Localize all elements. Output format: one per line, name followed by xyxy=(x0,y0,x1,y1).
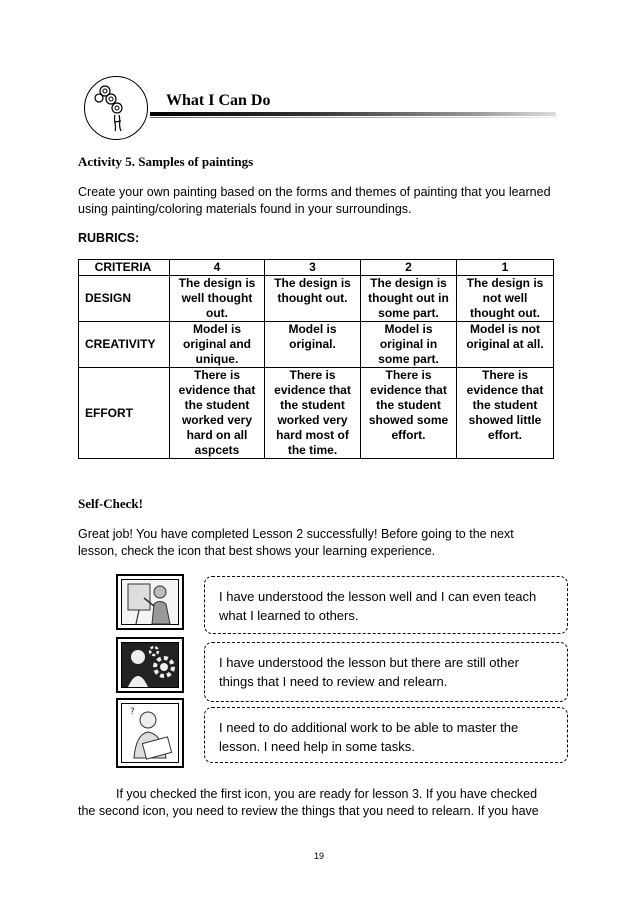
instruction-line: Create your own painting based on the forms and themes of painting that you learned xyxy=(78,185,551,199)
table-row xyxy=(79,276,554,322)
cell-line: out. xyxy=(206,306,228,320)
cell-line: the student xyxy=(376,398,441,412)
intro-line: lesson, check the icon that best shows your learning experience. xyxy=(78,544,436,558)
cell-line: showed little xyxy=(468,413,542,427)
option-bubble xyxy=(204,707,568,763)
cell-line: showed some xyxy=(368,413,449,427)
closing-line: the second icon, you need to review the things that you need to relearn. If you have xyxy=(78,804,539,818)
cell-line: evidence that xyxy=(274,383,351,397)
cell-line: There is xyxy=(385,368,432,382)
cell-line: some part. xyxy=(378,306,439,320)
cell-line: There is xyxy=(289,368,336,382)
cell-line: the time. xyxy=(287,443,338,457)
cell-line: Model is xyxy=(288,322,337,336)
confused-student-icon[interactable] xyxy=(116,698,184,768)
header-emblem-icon xyxy=(84,76,148,140)
cell-line: Model is not xyxy=(470,322,540,336)
teacher-presenting-icon[interactable] xyxy=(116,574,184,630)
cell-line: well thought xyxy=(181,291,253,305)
cell-line: the student xyxy=(472,398,538,412)
self-check-title: Self-Check! xyxy=(78,496,143,511)
cell-line: The design is xyxy=(178,276,256,290)
rubric-cell xyxy=(361,322,457,368)
criteria-cell: EFFORT xyxy=(79,368,170,459)
table-row xyxy=(79,322,554,368)
header-cell: 1 xyxy=(457,260,554,276)
header-cell: 4 xyxy=(170,260,265,276)
cell-line: Model is xyxy=(384,322,433,336)
criteria-cell: CREATIVITY xyxy=(79,322,170,368)
cell-line: The design is xyxy=(274,276,351,290)
option-text-line: I need to do additional work to be able to master the xyxy=(219,720,519,735)
cell-line: hard on all xyxy=(186,428,248,442)
cell-line: the student xyxy=(184,398,250,412)
rubric-cell xyxy=(457,322,554,368)
cell-line: thought out. xyxy=(470,306,540,320)
svg-text:?: ? xyxy=(130,707,135,717)
cell-line: unique. xyxy=(195,352,239,366)
rubric-cell xyxy=(265,322,361,368)
rubric-table xyxy=(78,259,554,459)
header-rule xyxy=(150,112,556,116)
page-number: 19 xyxy=(313,851,324,861)
cell-line: The design is xyxy=(466,276,544,290)
cell-line: the student xyxy=(280,398,345,412)
activity-instructions xyxy=(78,184,564,218)
option-bubble xyxy=(204,642,568,702)
option-text-line: lesson. I need help in some tasks. xyxy=(219,739,415,754)
table-row xyxy=(79,368,554,459)
intro-line: Great job! You have completed Lesson 2 successfully! Before going to the next xyxy=(78,527,514,541)
instruction-line: using painting/coloring materials found in your surroundings. xyxy=(78,202,412,216)
header-rule-thin xyxy=(150,117,556,118)
cell-line: aspcets xyxy=(194,443,240,457)
criteria-cell: DESIGN xyxy=(79,276,170,322)
section-title: What I Can Do xyxy=(166,92,271,109)
rubric-cell xyxy=(265,368,361,459)
closing-paragraph xyxy=(78,786,564,820)
rubric-cell xyxy=(170,368,265,459)
activity-title: Activity 5. Samples of paintings xyxy=(78,154,254,169)
option-text-line: things that I need to review and relearn. xyxy=(219,674,448,689)
cell-line: original. xyxy=(289,337,336,351)
cell-line: There is xyxy=(193,368,241,382)
cell-line: There is xyxy=(481,368,529,382)
table-header-row xyxy=(79,260,554,276)
thinking-gears-icon[interactable] xyxy=(116,637,184,693)
option-bubble xyxy=(204,576,568,634)
cell-line: Model is xyxy=(192,322,241,336)
cell-line: worked very xyxy=(277,413,348,427)
cell-line: hard most of xyxy=(276,428,349,442)
cell-line: original and xyxy=(182,337,251,351)
cell-line: evidence that xyxy=(178,383,256,397)
option-text-line: what I learned to others. xyxy=(219,608,359,623)
cell-line: thought out in xyxy=(368,291,449,305)
cell-line: evidence that xyxy=(466,383,544,397)
cell-line: effort. xyxy=(488,428,522,442)
cell-line: worked very xyxy=(181,413,253,427)
option-text-line: I have understood the lesson well and I can even teach xyxy=(219,589,537,604)
cell-line: evidence that xyxy=(370,383,447,397)
option-text-line: I have understood the lesson but there are still other xyxy=(219,655,519,670)
header-cell: 3 xyxy=(265,260,361,276)
cell-line: original at all. xyxy=(466,337,544,351)
rubric-cell xyxy=(170,276,265,322)
cell-line: thought out. xyxy=(277,291,348,305)
rubric-cell xyxy=(457,368,554,459)
rubric-cell xyxy=(361,368,457,459)
cell-line: effort. xyxy=(391,428,426,442)
rubrics-label: RUBRICS: xyxy=(78,231,140,245)
rubric-cell xyxy=(457,276,554,322)
rubric-cell xyxy=(361,276,457,322)
rubric-cell xyxy=(170,322,265,368)
cell-line: not well xyxy=(482,291,528,305)
header-cell: CRITERIA xyxy=(79,260,170,276)
rubric-cell xyxy=(265,276,361,322)
closing-line: If you checked the first icon, you are ready for lesson 3. If you have checked xyxy=(116,787,538,801)
cell-line: some part. xyxy=(378,352,439,366)
header-cell: 2 xyxy=(361,260,457,276)
self-check-intro xyxy=(78,526,564,560)
cell-line: The design is xyxy=(370,276,447,290)
cell-line: original in xyxy=(379,337,438,351)
